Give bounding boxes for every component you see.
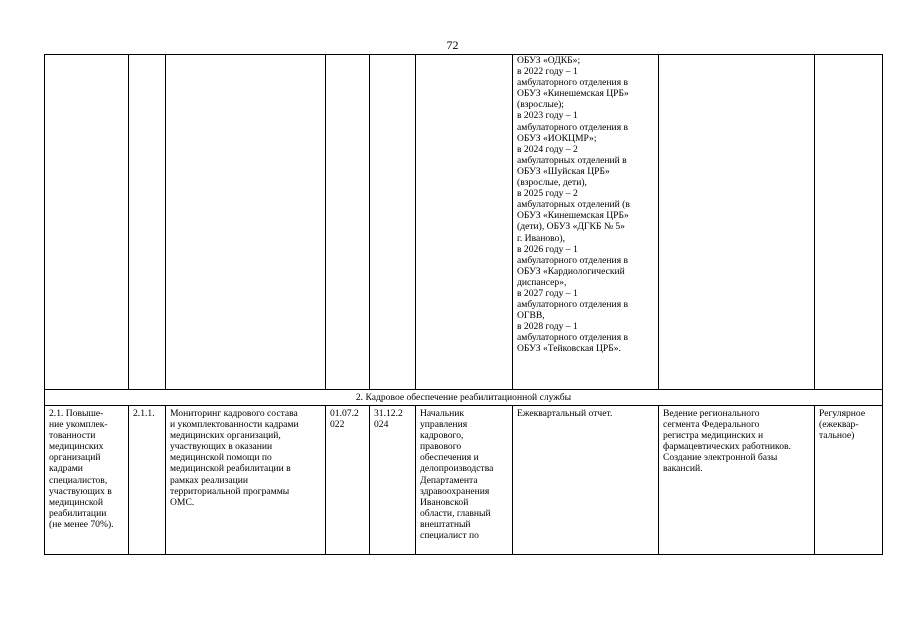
cell-description-empty <box>659 55 815 390</box>
table-row-continuation <box>45 55 883 390</box>
section-title: 2. Кадровое обеспечение реабилитационной службы <box>45 390 883 406</box>
page-number: 72 <box>446 38 459 52</box>
cell-responsible-empty <box>416 55 513 390</box>
cell-goal: 2.1. Повыше- ние укомплек- тованности медицинских организаций кадрами специалистов, участвующих в медицинской реабилитации (не менее 70%). <box>45 406 129 555</box>
cell-result: Ежеквартальный отчет. <box>513 406 659 555</box>
cell-frequency-empty <box>815 55 883 390</box>
cell-result-continued: ОБУЗ «ОДКБ»; в 2022 году – 1 амбулаторного отделения в ОБУЗ «Кинешемская ЦРБ» (взрослые); в 2023 году – 1 амбулаторного отделения в ОБУЗ «ИОКЦМР»; в 2024 году – 2 амбулаторных отделений в ОБУЗ «Шуйская ЦРБ» (взрослые, дети), в 2025 году – 2 амбулаторных отделений (в ОБУЗ «Кинешемская ЦРБ» (дети), ОБУЗ «ДГКБ № 5» г. Иваново), в 2026 году – 1 амбулаторного отделения в ОБУЗ «Кардиологический диспансер», в 2027 году – 1 амбулаторного отделения в ОГВВ, в 2028 году – 1 амбулаторного отделения в ОБУЗ «Тейковская ЦРБ». <box>513 55 659 390</box>
cell-responsible: Начальник управления кадрового, правового обеспечения и делопроизводства Департамента здравоохранения Ивановской области, главный внештатный специалист по <box>416 406 513 555</box>
section-header-row <box>45 390 883 406</box>
cell-end-empty <box>370 55 416 390</box>
cell-num: 2.1.1. <box>129 406 166 555</box>
cell-activity: Мониторинг кадрового состава и укомплектованности кадрами медицинских организаций, участвующих в оказании медицинской помощи по медицинской реабилитации в рамках реализации территориальной программы ОМС. <box>166 406 326 555</box>
cell-frequency: Регулярное (ежеквар- тальное) <box>815 406 883 555</box>
cell-description: Ведение регионального сегмента Федерального регистра медицинских и фармацевтических работников. Создание электронной базы вакансий. <box>659 406 815 555</box>
cell-start-empty <box>326 55 370 390</box>
cell-goal-empty <box>45 55 129 390</box>
cell-activity-empty <box>166 55 326 390</box>
cell-num-empty <box>129 55 166 390</box>
plan-table <box>44 54 883 555</box>
cell-end-date: 31.12.2 024 <box>370 406 416 555</box>
table-row <box>45 406 883 555</box>
cell-start-date: 01.07.2 022 <box>326 406 370 555</box>
